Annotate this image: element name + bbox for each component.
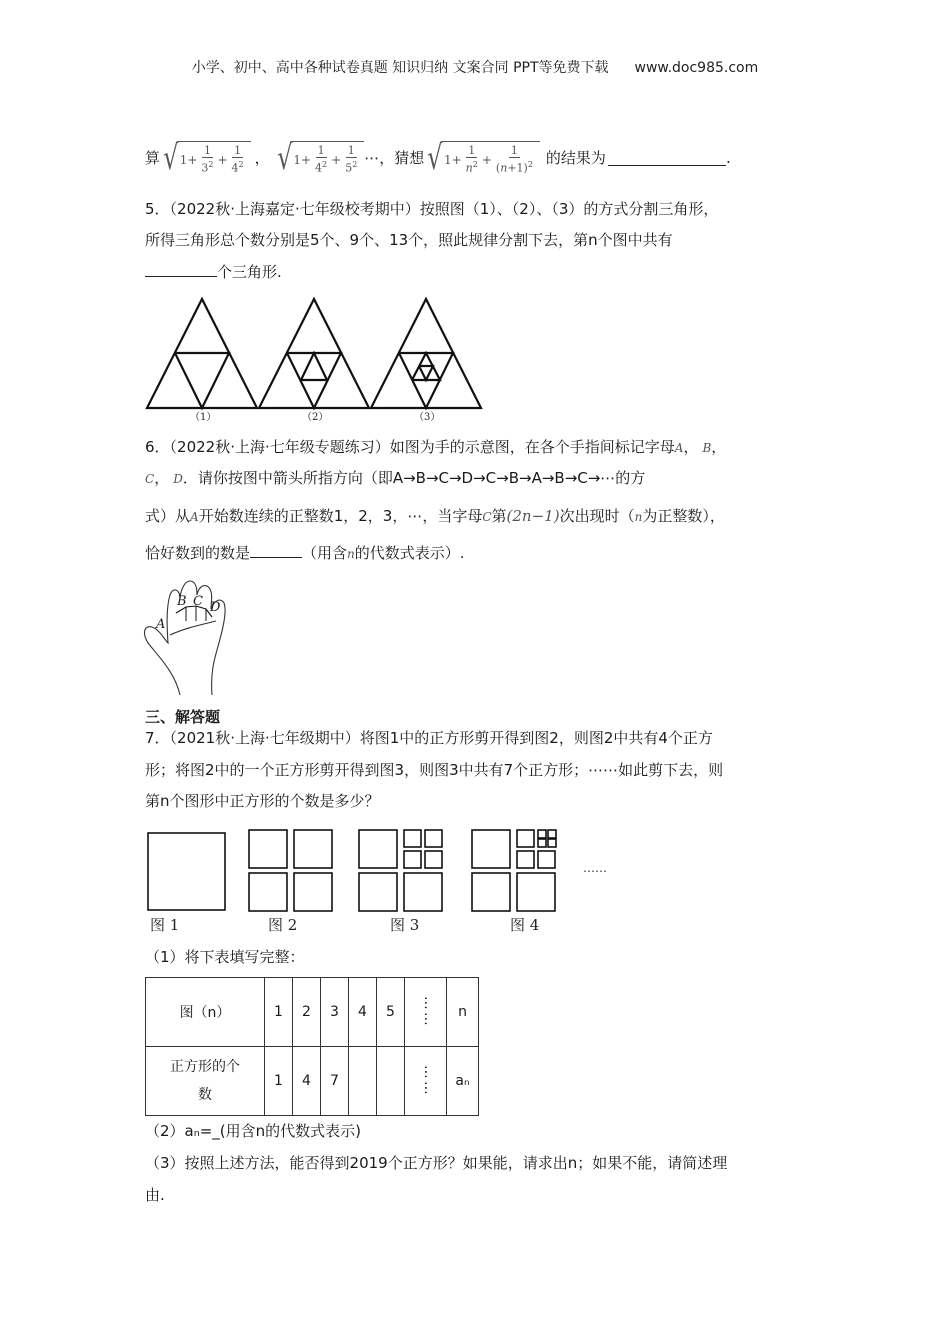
table-cell: 1 xyxy=(265,1047,293,1116)
q6-line1: 6．（2022秋·上海·七年级专题练习）如图为手的示意图，在各个手指间标记字母A， B， xyxy=(145,438,727,456)
table-cell: 3 xyxy=(321,978,349,1047)
q4-suffix: 的结果为 xyxy=(545,149,606,167)
q6-l4a: 恰好数到的数是 xyxy=(145,544,251,562)
q4-end: . xyxy=(725,149,731,167)
table-cell: 2 xyxy=(293,978,321,1047)
page-header xyxy=(0,57,950,77)
header-text: 小学、初中、高中各种试卷真题 知识归纳 文案合同 PPT等免费下载 xyxy=(191,60,609,76)
caption-2: （2） xyxy=(302,412,329,423)
hand-label-a: A xyxy=(156,617,166,632)
q6-l3b: 开始数连续的正整数1，2，3，⋯，当字母 xyxy=(198,507,483,525)
triangle-figure-1 xyxy=(147,299,257,408)
table-cell: 7 xyxy=(321,1047,349,1116)
q4-prefix: 算 xyxy=(145,149,161,167)
row-header-count-b: 数 xyxy=(198,1087,212,1103)
q7-sub3-line1: （3）按照上述方法，能否得到2019个正方形？如果能，请求出n；如果不能，请简述理 xyxy=(145,1154,728,1172)
var-n-2: n xyxy=(347,547,355,561)
table-cell: 1 xyxy=(265,978,293,1047)
q6-l3d: 次出现时（ xyxy=(559,507,635,525)
letter-a: A xyxy=(674,441,684,455)
q6-l3c: 第 xyxy=(491,507,507,525)
sqrt-expression-2: √ 1+ $\frac{1}{4^2}$ + $\frac{1}{5^2}$ xyxy=(274,141,365,175)
caption-1: （1） xyxy=(190,412,217,423)
table-cell: n xyxy=(447,978,479,1047)
q7-sub3-line2: 由. xyxy=(145,1186,165,1204)
fig-caption-2: 图 2 xyxy=(268,916,298,934)
fig1-square xyxy=(148,833,225,910)
table-row xyxy=(146,978,479,1047)
table-cell: aₙ xyxy=(447,1047,479,1116)
q5-line3-text: 个三角形. xyxy=(217,263,282,281)
q5-line2: 所得三角形总个数分别是5个、9个、13个，照此规律分割下去，第n个图中共有 xyxy=(145,231,673,249)
q6-l4b: （用含 xyxy=(302,544,348,562)
figure-continuation-dots: ⋯⋯ xyxy=(583,864,607,878)
sqrt-expression-1: √ 1+ $\frac{1}{3^2}$ + $\frac{1}{4^2}$ xyxy=(160,141,251,175)
q6-line1-text: 6．（2022秋·上海·七年级专题练习）如图为手的示意图，在各个手指间标记字母 xyxy=(145,438,675,456)
row-header-count-a: 正方形的个 xyxy=(170,1059,240,1075)
q7-sub2: （2）aₙ=_(用含n的代数式表示) xyxy=(145,1122,361,1140)
triangle-division-figure xyxy=(140,292,490,427)
q6-l4c: 的代数式表示）. xyxy=(354,544,465,562)
table-cell: 4 xyxy=(293,1047,321,1116)
q6-answer-blank[interactable] xyxy=(250,543,302,558)
hand-label-c: C xyxy=(193,594,203,609)
letter-d: D xyxy=(173,472,183,486)
q4-guess: ⋯，猜想 xyxy=(364,149,425,167)
q5-line3 xyxy=(145,261,282,283)
q4-sep: ， xyxy=(254,149,270,167)
row-header-n: 图（n） xyxy=(146,978,265,1047)
var-n: n xyxy=(634,510,643,524)
hand-label-d: D xyxy=(210,600,221,615)
q4-answer-blank[interactable] xyxy=(608,151,726,166)
hand-label-b: B xyxy=(177,594,187,609)
table-cell: 5 xyxy=(377,978,405,1047)
table-row xyxy=(146,1047,479,1116)
q5-answer-blank[interactable] xyxy=(145,262,217,277)
q6-line3 xyxy=(145,505,725,528)
letter-c-2: C xyxy=(482,510,492,524)
triangle-figure-2 xyxy=(259,299,369,408)
q6-line2-text: ．请你按图中箭头所指方向（即A→B→C→D→C→B→A→B→C→⋯的方 xyxy=(182,469,646,487)
header-url[interactable]: www.doc985.com xyxy=(634,60,759,76)
fig-caption-1: 图 1 xyxy=(150,916,180,934)
table-cell: ⋯⋯ xyxy=(405,1047,447,1116)
q7-line1: 7．（2021秋·上海·七年级期中）将图1中的正方形剪开得到图2，则图2中共有4个正方 xyxy=(145,729,713,747)
letter-b: B xyxy=(702,441,712,455)
table-cell: ⋯⋯ xyxy=(405,978,447,1047)
table-cell: 4 xyxy=(349,978,377,1047)
letter-a-2: A xyxy=(190,510,199,524)
expression-2n-1: (2n−1) xyxy=(506,507,560,525)
q7-sub1: （1）将下表填写完整： xyxy=(145,948,305,966)
squares-count-table xyxy=(145,977,479,1116)
triangle-figure-3 xyxy=(371,299,481,408)
letter-c: C xyxy=(145,472,155,486)
square-cutting-figure xyxy=(140,825,620,937)
hand-diagram xyxy=(140,573,235,698)
q6-l3a: 式）从 xyxy=(145,507,191,525)
fig-caption-4: 图 4 xyxy=(510,916,540,934)
q7-line3: 第n个图形中正方形的个数是多少？ xyxy=(145,792,380,810)
row-header-count xyxy=(146,1047,265,1116)
section-3-heading: 三、解答题 xyxy=(145,708,221,726)
q4-line xyxy=(145,133,731,183)
q5-line1: 5．（2022秋·上海嘉定·七年级校考期中）按照图（1）、（2）、（3）的方式分割三角形， xyxy=(145,200,719,218)
q7-line2: 形；将图2中的一个正方形剪开得到图3，则图3中共有7个正方形；⋯⋯如此剪下去，则 xyxy=(145,761,724,779)
caption-3: （3） xyxy=(414,412,441,423)
q6-l3e: 为正整数）， xyxy=(642,507,725,525)
table-cell-blank[interactable] xyxy=(349,1047,377,1116)
q6-line2: C， D．请你按图中箭头所指方向（即A→B→C→D→C→B→A→B→C→⋯的方 xyxy=(145,469,646,487)
sqrt-expression-general: √ 1+ $\frac{1}{n^2}$ + $\frac{1}{(n+1)^2}$ xyxy=(424,141,540,175)
table-cell-blank[interactable] xyxy=(377,1047,405,1116)
fig-caption-3: 图 3 xyxy=(390,916,420,934)
q6-line4 xyxy=(145,542,465,565)
